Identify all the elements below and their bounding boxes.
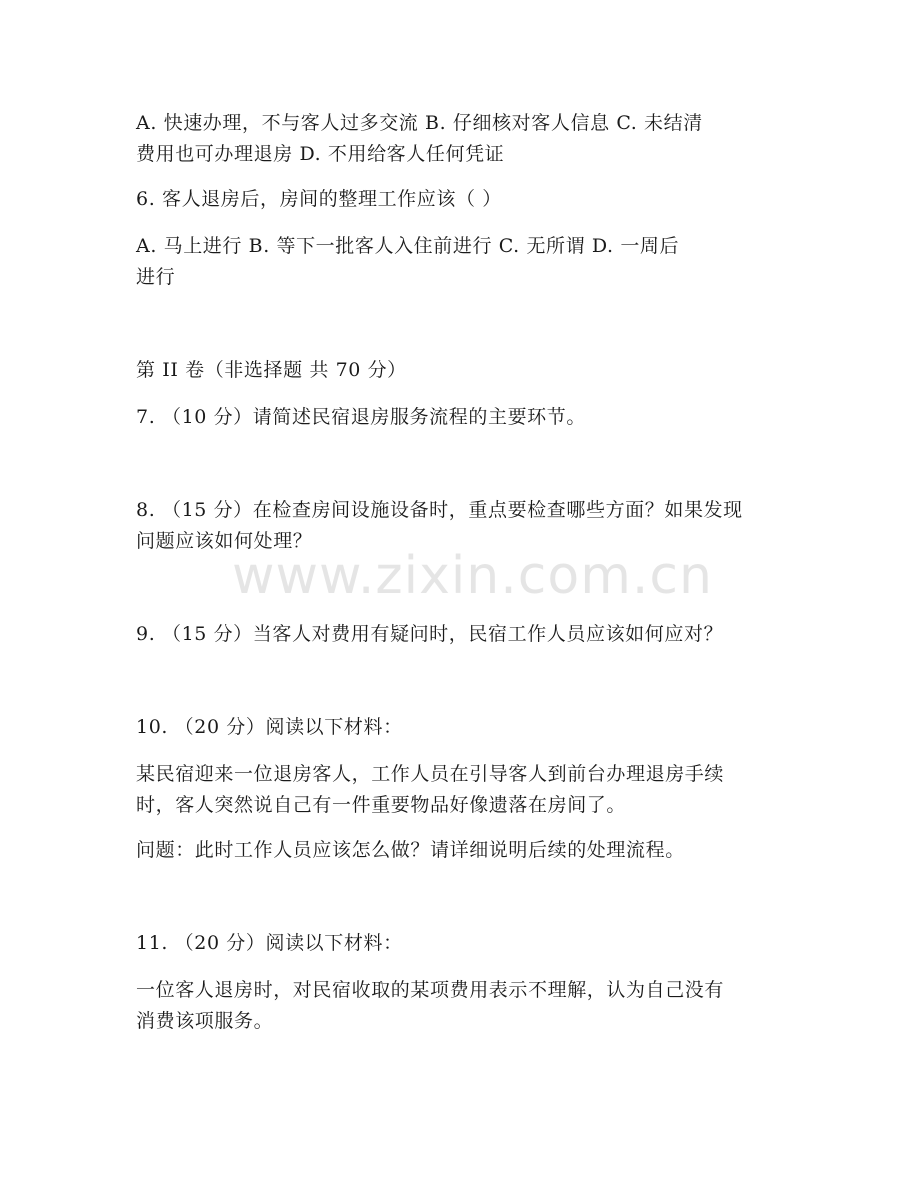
q11-heading: 11. （20 分）阅读以下材料： xyxy=(136,932,403,954)
q10-question: 问题：此时工作人员应该怎么做？请详细说明后续的处理流程。 xyxy=(136,839,685,861)
q5-options-line-2: 费用也可办理退房 D. 不用给客人任何凭证 xyxy=(136,143,505,165)
q6-options-line-1: A. 马上进行 B. 等下一批客人入住前进行 C. 无所谓 D. 一周后 xyxy=(136,235,680,257)
q10-material-line-2: 时，客人突然说自己有一件重要物品好像遗落在房间了。 xyxy=(136,794,627,816)
q11-material-line-1: 一位客人退房时，对民宿收取的某项费用表示不理解，认为自己没有 xyxy=(136,979,725,1001)
q7-question: 7. （10 分）请简述民宿退房服务流程的主要环节。 xyxy=(136,406,586,428)
q8-question-line-1: 8. （15 分）在检查房间设施设备时，重点要检查哪些方面？如果发现 xyxy=(136,499,743,521)
q8-question-line-2: 问题应该如何处理？ xyxy=(136,530,313,552)
watermark: www.zixin.com.cn xyxy=(232,546,713,606)
q10-heading: 10. （20 分）阅读以下材料： xyxy=(136,716,403,738)
section-2-title: 第 II 卷（非选择题 共 70 分） xyxy=(136,359,407,381)
q10-material-line-1: 某民宿迎来一位退房客人，工作人员在引导客人到前台办理退房手续 xyxy=(136,763,725,785)
q6-options-line-2: 进行 xyxy=(136,266,176,288)
q5-options-line-1: A. 快速办理，不与客人过多交流 B. 仔细核对客人信息 C. 未结清 xyxy=(136,112,703,134)
q11-material-line-2: 消费该项服务。 xyxy=(136,1010,274,1032)
q6-question: 6. 客人退房后，房间的整理工作应该（ ） xyxy=(136,188,502,210)
q9-question: 9. （15 分）当客人对费用有疑问时，民宿工作人员应该如何应对？ xyxy=(136,623,724,645)
